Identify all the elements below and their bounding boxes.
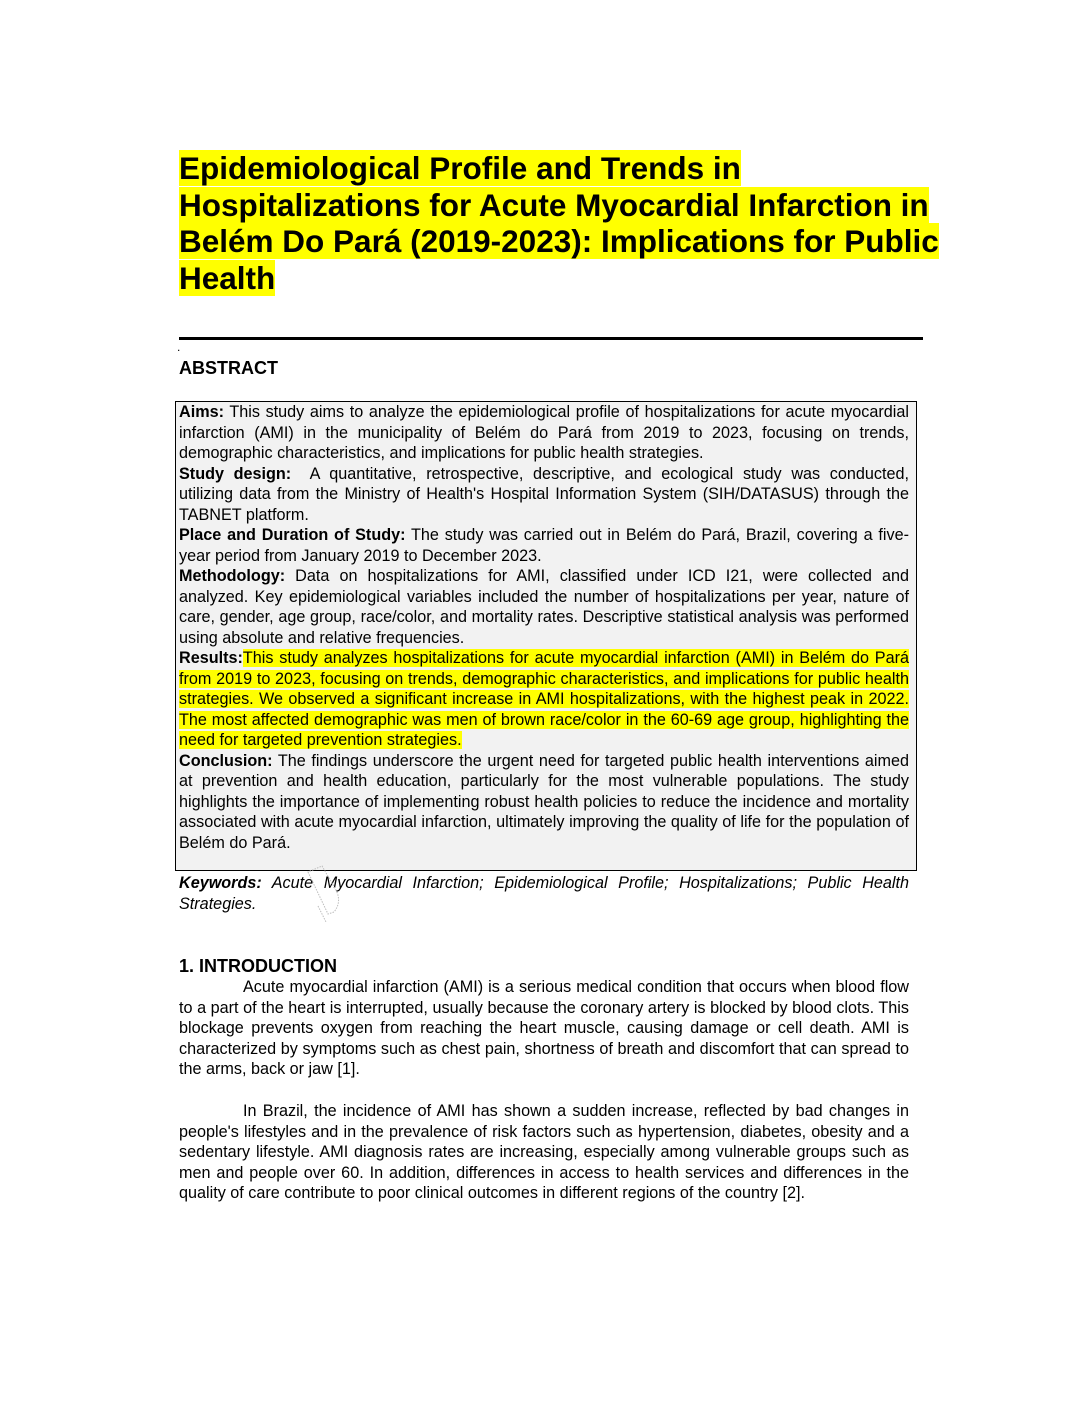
draft-watermark-graphic xyxy=(300,862,360,932)
place-duration-label: Place and Duration of Study: xyxy=(179,526,406,544)
abstract-aims xyxy=(179,402,909,464)
methodology-label: Methodology: xyxy=(179,567,286,585)
abstract-study-design xyxy=(179,464,914,526)
aims-text: This study aims to analyze the epidemiological profile of hospitalizations for acute myocardial infarction (AMI) in the municipality of Belém do Pará from 2019 to 2023, focusing on trends, demographic characteristics, and implications for public health strategies. xyxy=(179,403,909,462)
abstract-conclusion xyxy=(179,751,909,854)
aims-label: Aims: xyxy=(179,403,224,421)
results-label: Results: xyxy=(179,649,243,667)
results-text: This study analyzes hospitalizations for acute myocardial infarction (AMI) in Belém do Pará from 2019 to 2023, focusing on trends, demographic characteristics, and implications for public health strategies. We observed a significant increase in AMI hospitalizations, with the highest peak in 2022. The most affected demographic was men of brown race/color in the 60-69 age group, highlighting the need for targeted prevention strategies. xyxy=(179,649,909,749)
methodology-text: Data on hospitalizations for AMI, classified under ICD I21, were collected and analyzed. Key epidemiological variables included the number of hospitalizations per year, nature of care, gender, age group, race/color, and mortality rates. Descriptive statistical analysis was performed using absolute and relative frequencies. xyxy=(179,567,909,647)
abstract-place-duration xyxy=(179,525,909,566)
place-duration-text: The study was carried out in Belém do Pará, Brazil, covering a five-year period from January 2019 to December 2023. xyxy=(179,526,909,565)
study-design-label: Study design: xyxy=(179,464,292,483)
keywords-text: Acute Myocardial Infarction; Epidemiological Profile; Hospitalizations; Public Health Strategies. xyxy=(179,874,909,913)
introduction-paragraph-2: In Brazil, the incidence of AMI has shown a sudden increase, reflected by bad changes in people's lifestyles and in the prevalence of risk factors such as hypertension, diabetes, obesity and a sedentary lifestyle. AMI diagnosis rates are increasing, especially among vulnerable groups such as men and people over 60. In addition, differences in access to health services and differences in the quality of care contribute to poor clinical outcomes in different regions of the country [2]. xyxy=(179,1102,909,1203)
abstract-results xyxy=(179,648,909,751)
study-design-text: A quantitative, retrospective, descriptive, and ecological study was conducted, utilizing data from the Ministry of Health's Hospital Information System (SIH/DATASUS) through the TABNET platform. xyxy=(179,464,914,524)
conclusion-text: The findings underscore the urgent need for targeted public health interventions aimed at prevention and health education, particularly for the most vulnerable populations. The study highlights the importance of implementing robust health policies to reduce the incidence and mortality associated with acute myocardial infarction, ultimately improving the quality of life for the population of Belém do Pará. xyxy=(179,751,909,852)
keywords-label: Keywords: xyxy=(179,874,262,892)
abstract-body xyxy=(179,402,914,853)
title-text: Epidemiological Profile and Trends in Hospitalizations for Acute Myocardial Infarction in Belém Do Pará (2019-2023): Implications for Public Health xyxy=(179,150,939,296)
conclusion-label: Conclusion: xyxy=(179,751,273,770)
abstract-methodology xyxy=(179,566,909,648)
abstract-heading: ABSTRACT xyxy=(179,358,278,378)
introduction-heading: 1. INTRODUCTION xyxy=(179,956,338,976)
title-separator-rule xyxy=(179,337,923,340)
paper-title xyxy=(179,150,939,296)
separator-dot: . xyxy=(177,340,181,354)
keywords xyxy=(179,873,909,914)
introduction-paragraph-1: Acute myocardial infarction (AMI) is a serious medical condition that occurs when blood flow to a part of the heart is interrupted, usually because the coronary artery is blocked by blood clots. This blockage prevents oxygen from reaching the heart muscle, causing damage or cell death. AMI is characterized by symptoms such as chest pain, shortness of breath and discomfort that can spread to the arms, back or jaw [1]. xyxy=(179,978,909,1079)
